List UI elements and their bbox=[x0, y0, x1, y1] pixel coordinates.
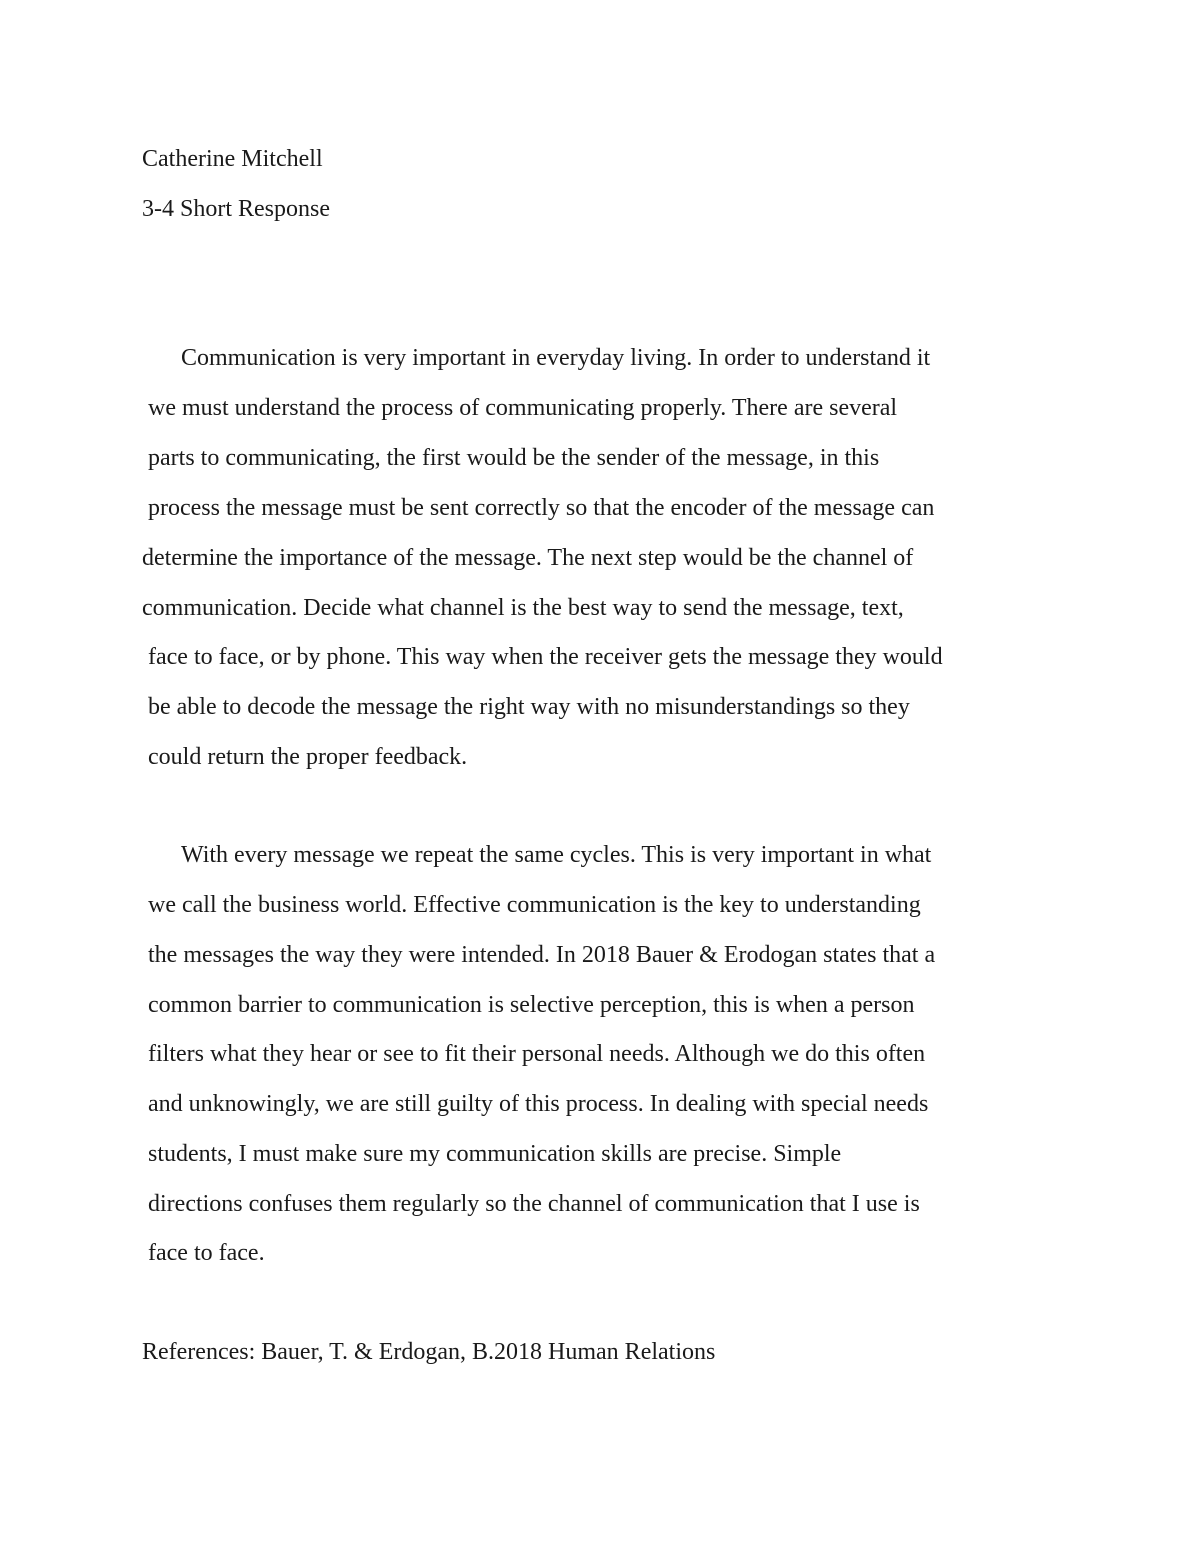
paragraph-line: face to face. bbox=[148, 1240, 265, 1266]
author-name: Catherine Mitchell bbox=[142, 146, 323, 172]
paragraph-line: students, I must make sure my communication skills are precise. Simple bbox=[148, 1141, 842, 1167]
paragraph-line: be able to decode the message the right way with no misunderstandings so they bbox=[148, 694, 910, 720]
paragraph-line: filters what they hear or see to fit their personal needs. Although we do this often bbox=[148, 1041, 926, 1067]
paragraph-line: we call the business world. Effective communication is the key to understanding bbox=[148, 892, 921, 918]
paragraph-line: the messages the way they were intended. In 2018 Bauer & Erodogan states that a bbox=[148, 942, 936, 968]
paragraph-line: and unknowingly, we are still guilty of this process. In dealing with special needs bbox=[148, 1091, 929, 1117]
paragraph-line: directions confuses them regularly so the channel of communication that I use is bbox=[148, 1191, 920, 1217]
assignment-title: 3-4 Short Response bbox=[142, 196, 330, 222]
references: References: Bauer, T. & Erdogan, B.2018 Human Relations bbox=[142, 1339, 716, 1365]
paragraph-line: parts to communicating, the first would be the sender of the message, in this bbox=[148, 445, 880, 471]
paragraph-line: process the message must be sent correctly so that the encoder of the message can bbox=[148, 495, 935, 521]
paragraph-line: determine the importance of the message. The next step would be the channel of bbox=[142, 545, 914, 571]
paragraph-line: we must understand the process of communicating properly. There are several bbox=[148, 395, 898, 421]
paragraph-line: communication. Decide what channel is the best way to send the message, text, bbox=[142, 595, 904, 621]
paragraph-line: With every message we repeat the same cycles. This is very important in what bbox=[181, 842, 932, 868]
paragraph-line: face to face, or by phone. This way when the receiver gets the message they would bbox=[148, 644, 943, 670]
paragraph-line: common barrier to communication is selective perception, this is when a person bbox=[148, 992, 915, 1018]
paragraph-line: could return the proper feedback. bbox=[148, 744, 468, 770]
paragraph-line: Communication is very important in everyday living. In order to understand it bbox=[181, 345, 931, 371]
